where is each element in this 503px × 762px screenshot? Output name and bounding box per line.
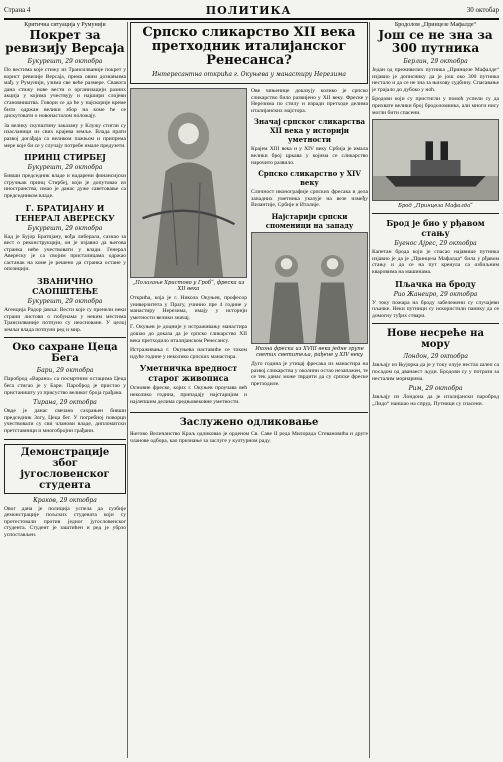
dateline: Буенос Ајрес, 29 октобра	[394, 240, 477, 248]
divider	[4, 439, 126, 440]
divider	[4, 337, 126, 338]
divider	[372, 323, 499, 324]
article-body: Један од преживелих путника „Принцезе Мафалде“ изјавио је дописнику да је још око 300 путника нестало и да се не зна за њихову судбину. Спасавање је трајало до дубоко у ноћ.	[372, 67, 499, 93]
dateline: Краков, 29 октобра	[33, 496, 97, 504]
section-subheading: Српско сликарство у XIV веку	[258, 169, 361, 188]
article-body: Агенција Радор јавља: Вести које су пренели неки страни листови о побунама у неким местима Трансилваније потпуно су неосноване. У целој земљи влада потпуни ред и мир.	[4, 307, 126, 333]
article-body: Истраживања г. Окуњева наставиће се током идуће године у неколико српских манастира.	[130, 347, 247, 360]
article-body: Ове чињенице доказују колико је српско сликарство било развијено у XII веку. Фреске у Нерезима по стилу и изради претходе делима италијанских мајстора.	[251, 88, 368, 114]
issue-date: 30 октобар	[466, 6, 499, 14]
newspaper-title: ПОЛИТИКА	[205, 3, 292, 17]
section-subheading: Уметничка вредност старог живописа	[139, 363, 238, 384]
article-headline: Око сахране Цеца Бега	[12, 342, 118, 365]
article-body: Капетан брода који је спасао најавише путника изјавио је да је „Принцеза Мафалда“ била у рђавом стању и да се на пут кренула са озбиљним кваровима на машинама.	[372, 249, 499, 275]
article-body: Бивши председник владе и надарени финансијски стручњак принц Стирбеј, који је допутовао из иностранства, имао је данас дуже саветовање са председником владе.	[4, 173, 126, 199]
left-column	[4, 22, 126, 758]
article-body: Његово Величанство Краљ одликовао је орденом Св. Саве II реда Милорада Стевановића и друге чланове одбора, као признање за заслуге у културном раду.	[130, 431, 368, 444]
article-body: По вестима које стижу из Трансилваније покрет у корист ревизије Версаја, према овим дознањима мађ. у Румунији, узима све веће размере. Свакога дана стижу нове вести о организацији разних акција у којима учествују и најшири слојеви становништва. Говори се да ће у најскорије време бити одржан велики збор на коме ће се дискутовати о новонасталом положају.	[4, 67, 126, 120]
photo-caption: Икона фреска из XVIII века једне групе светих светитеља, рађене у XIV веку	[255, 345, 364, 358]
article-headline: Нове несреће на мору	[387, 328, 484, 351]
icon-fresco-photo	[251, 232, 368, 344]
column-rule	[127, 22, 128, 758]
fresco-image	[131, 89, 246, 277]
dateline: Тирана, 29 октобра	[33, 399, 97, 407]
section-subheading: ПРИНЦ СТИРБЕЈ	[24, 152, 106, 163]
article-body: Сличност иконографије српских фресака и дела западних уметника указује на везе између Византије, Србије и Италије.	[251, 189, 368, 209]
article-headline: Заслужено одликовање	[179, 417, 319, 429]
fresco-photo	[130, 88, 247, 278]
ship-photo	[372, 119, 499, 201]
divider	[130, 412, 368, 413]
divider	[372, 213, 499, 214]
dateline: Рио Жанеиро, 29 октобра	[393, 290, 478, 298]
article-body: Основне фреске, којих г. Окуњев проучава већ неколико година, припадају најстаријим и најлепшим делима средњовековне уметности.	[130, 385, 247, 405]
article-body: За велику скупштину заказану у Клужу стигли су изасланици из свих крајева земље. Влада прати развој догађаја са великом пажњом и припрема мере које би се у случају потребе имале предузети.	[4, 122, 126, 149]
center-column	[130, 22, 368, 758]
article-body: Пароброд «Варано» са посмртним остацима Цеца бега стигао је у Бари. Пароброд је пристао у пристаништу уз присуство великог броја грађана.	[4, 376, 126, 396]
feature-left-subcolumn	[130, 88, 247, 408]
article-body: Бродови који су пристигли у помоћ успели су да прихвате велики број бродоломника, али многи нису могли бити спасени.	[372, 96, 499, 116]
feature-banner	[130, 22, 368, 84]
photo-caption: Брод „Принцеза Мафалда“	[398, 203, 473, 210]
section-subheading: Г. БРАТИЈАНУ И ГЕНЕРАЛ АВЕРЕСКУ	[15, 202, 115, 223]
article-body: Кад је Бујор Братијану, вођа либерала, сазнао за вест о реконструкцији, он је изјавио да његова странка неће учествовати у влади. Генерал Авереску је са својим присталицама одржао састанак на коме је решено да странка остане у опозицији.	[4, 233, 126, 273]
dateline: Берлин, 29 октобра	[403, 58, 468, 65]
article-kicker: Бродолом „Принцезе Мафалде“	[394, 22, 477, 28]
masthead	[4, 2, 499, 20]
dateline: Лондон, 29 октобра	[403, 353, 468, 361]
dateline: Бари, 29 октобра	[36, 367, 94, 375]
right-column	[372, 22, 499, 758]
article-body: Открића, која је г. Никола Окуњев, професор универзитета у Прагу, учинио пре 4 године у манастиру Нерезима, имају у историји уметности велики значај.	[130, 295, 247, 321]
feature-right-subcolumn	[251, 88, 368, 408]
ship-image	[373, 120, 498, 200]
dateline: Букурешт, 29 октобра	[27, 298, 103, 306]
page-number: Страна 4	[4, 6, 31, 14]
saints-image	[252, 233, 367, 343]
dateline: Букурешт, 29 октобра	[27, 224, 103, 232]
dateline: Букурешт, 29 октобра	[27, 58, 103, 65]
article-headline: Покрет за ревизију Версаја	[5, 28, 125, 55]
feature-byline: Интересантна открића г. Окуњева у манастиру Нерезима	[152, 71, 346, 78]
feature-body-row	[130, 88, 368, 408]
dateline: Букурешт, 29 октобра	[27, 164, 103, 172]
feature-headline: Српско сликарство XII века претходник италијанског Ренесанса?	[142, 25, 356, 68]
article-headline: Демонстрације због југословенског студента	[20, 446, 110, 491]
section-subheading: Најстарији српски споменици на западу	[265, 211, 354, 230]
article-body: Овог дана је полиција успела да сузбије демонстрације пољских студената који су протестовали против једног југословенског студента. Студент је заштићен и ред је убрзо успостављен.	[4, 505, 126, 538]
article-body: Крајем XIII века и у XIV веку Србија је имала велики број цркава у којима се сликарство нарочито развило.	[251, 146, 368, 166]
section-subheading: Значај српског сликарства XII века у историји уметности	[253, 117, 366, 145]
article-body: У току пожара на броду забележени су случајеви пљачке. Неки путници су искористили панику да се домогну туђих ствари.	[372, 299, 499, 319]
section-subheading: ЗВАНИЧНО САОПШТЕЊЕ	[32, 276, 98, 297]
column-rule	[369, 22, 370, 758]
section-subheading: Брод је био у рђавом стању	[386, 218, 485, 239]
article-kicker: Критична ситуација у Румунији	[24, 22, 106, 28]
boxed-headline	[4, 444, 126, 494]
photo-caption: „Полагање Христово у Гроб“, фреска из XII века	[132, 280, 245, 292]
article-body: Јављају из Лондона да је италијански пароброд „Лидо“ наишао на спруд. Путници су спасени.	[372, 394, 499, 407]
article-body: Дуго година је утицај фресака из манастира на развој сликарства у околини остао незапажен, те се тек данас може тврдити да су српске фреске претходиле.	[251, 360, 368, 387]
dateline: Рим, 29 октобра	[408, 385, 463, 393]
article-headline: Још се не зна за 300 путника	[378, 28, 493, 55]
article-body: Јављају из Њујорка да је у току олује нестао шлеп са посадом од дванаест људи. Бродови су у потрази за несталим морнарима.	[372, 362, 499, 382]
article-body: Г. Окуњев је доцније у истраживању манастира дошао до доказа да је српско сликарство XII века претходило италијанском Ренесансу.	[130, 324, 247, 344]
article-body: Овде је данас свечано сахрањен бивши председник Зогу, Цеца бег. У погребној поворци учествовали су сви чланови владе, дипломатски претставници и многобројни грађани.	[4, 408, 126, 434]
section-subheading: Пљачка на броду	[395, 278, 476, 289]
